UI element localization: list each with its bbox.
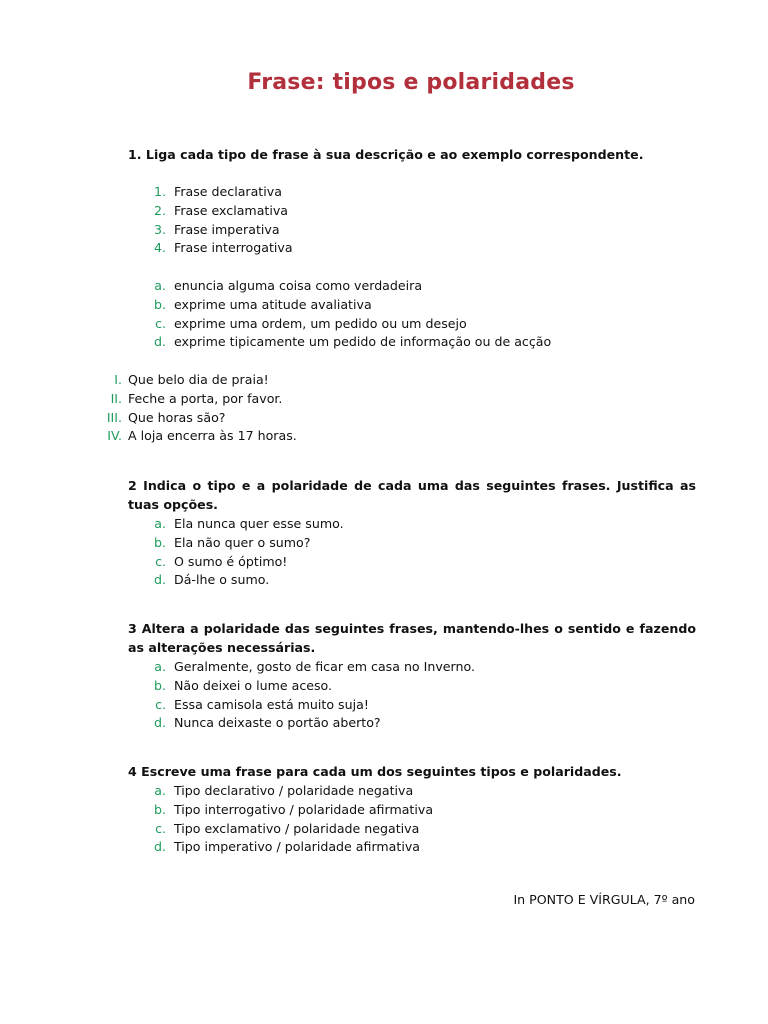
list-item: c. Essa camisola está muito suja! — [174, 696, 475, 715]
list-item: b. Não deixei o lume aceso. — [174, 677, 475, 696]
source-credit: In PONTO E VÍRGULA, 7º ano — [513, 892, 695, 907]
list-item: c. O sumo é óptimo! — [174, 553, 344, 572]
list-item: b. Ela não quer o sumo? — [174, 534, 344, 553]
list-marker: b. — [154, 534, 166, 550]
q3-items-list — [154, 658, 475, 733]
q1-types-list — [153, 183, 293, 258]
q1-descriptions-list — [154, 277, 552, 352]
list-item: d. Nunca deixaste o portão aberto? — [174, 714, 475, 733]
page-title: Frase: tipos e polaridades — [247, 70, 575, 95]
list-item: 4. Frase interrogativa — [174, 239, 293, 258]
list-marker: 1. — [153, 184, 166, 199]
list-marker: d. — [154, 572, 166, 588]
list-item: a. Geralmente, gosto de ficar em casa no Inverno. — [174, 658, 475, 677]
list-item: b. Tipo interrogativo / polaridade afirmativa — [174, 801, 433, 820]
list-marker: II. — [110, 390, 122, 406]
list-marker: a. — [154, 659, 166, 674]
list-marker: 4. — [153, 240, 166, 256]
list-marker: III. — [106, 409, 122, 425]
list-item: a. Ela nunca quer esse sumo. — [174, 515, 344, 534]
list-marker: 2. — [153, 202, 166, 218]
list-item: II. Feche a porta, por favor. — [128, 390, 297, 409]
list-item: a. Tipo declarativo / polaridade negativa — [174, 782, 433, 801]
list-item: IV. A loja encerra às 17 horas. — [128, 427, 297, 446]
list-item: 3. Frase imperativa — [174, 221, 293, 240]
q1-examples-list — [106, 371, 297, 446]
list-marker: a. — [154, 783, 166, 798]
list-marker: c. — [155, 820, 166, 836]
list-marker: d. — [154, 334, 166, 350]
list-marker: b. — [154, 677, 166, 693]
list-marker: a. — [154, 278, 166, 293]
list-item: c. exprime uma ordem, um pedido ou um desejo — [174, 315, 551, 334]
q4-items-list — [154, 782, 434, 857]
list-item: c. Tipo exclamativo / polaridade negativa — [174, 820, 433, 839]
q2-items-list — [154, 515, 344, 590]
list-item: I. Que belo dia de praia! — [128, 371, 297, 390]
list-item: 2. Frase exclamativa — [174, 202, 293, 221]
list-marker: c. — [155, 315, 166, 331]
question-1-prompt: 1. Liga cada tipo de frase à sua descrição e ao exemplo correspondente. — [128, 147, 644, 162]
list-marker: I. — [114, 372, 122, 387]
list-marker: d. — [154, 715, 166, 731]
list-item: a. enuncia alguma coisa como verdadeira — [174, 277, 551, 296]
list-item: d. exprime tipicamente um pedido de informação ou de acção — [174, 333, 551, 352]
list-item: d. Dá-lhe o sumo. — [174, 571, 344, 590]
list-marker: 3. — [153, 221, 166, 237]
list-item: III. Que horas são? — [128, 409, 297, 428]
list-marker: c. — [155, 553, 166, 569]
question-3-prompt: 3 Altera a polaridade das seguintes frases, mantendo-lhes o sentido e fazendo as alterações necessárias. — [128, 621, 696, 655]
list-marker: b. — [154, 296, 166, 312]
list-marker: a. — [154, 516, 166, 531]
question-4-prompt: 4 Escreve uma frase para cada um dos seguintes tipos e polaridades. — [128, 764, 622, 779]
question-2-prompt: 2 Indica o tipo e a polaridade de cada uma das seguintes frases. Justifica as tuas opções. — [128, 478, 696, 512]
list-item: b. exprime uma atitude avaliativa — [174, 296, 551, 315]
list-marker: d. — [154, 839, 166, 855]
list-marker: b. — [154, 801, 166, 817]
list-marker: c. — [155, 696, 166, 712]
list-marker: IV. — [107, 428, 122, 444]
list-item: d. Tipo imperativo / polaridade afirmativa — [174, 838, 433, 857]
list-item: 1. Frase declarativa — [174, 183, 293, 202]
